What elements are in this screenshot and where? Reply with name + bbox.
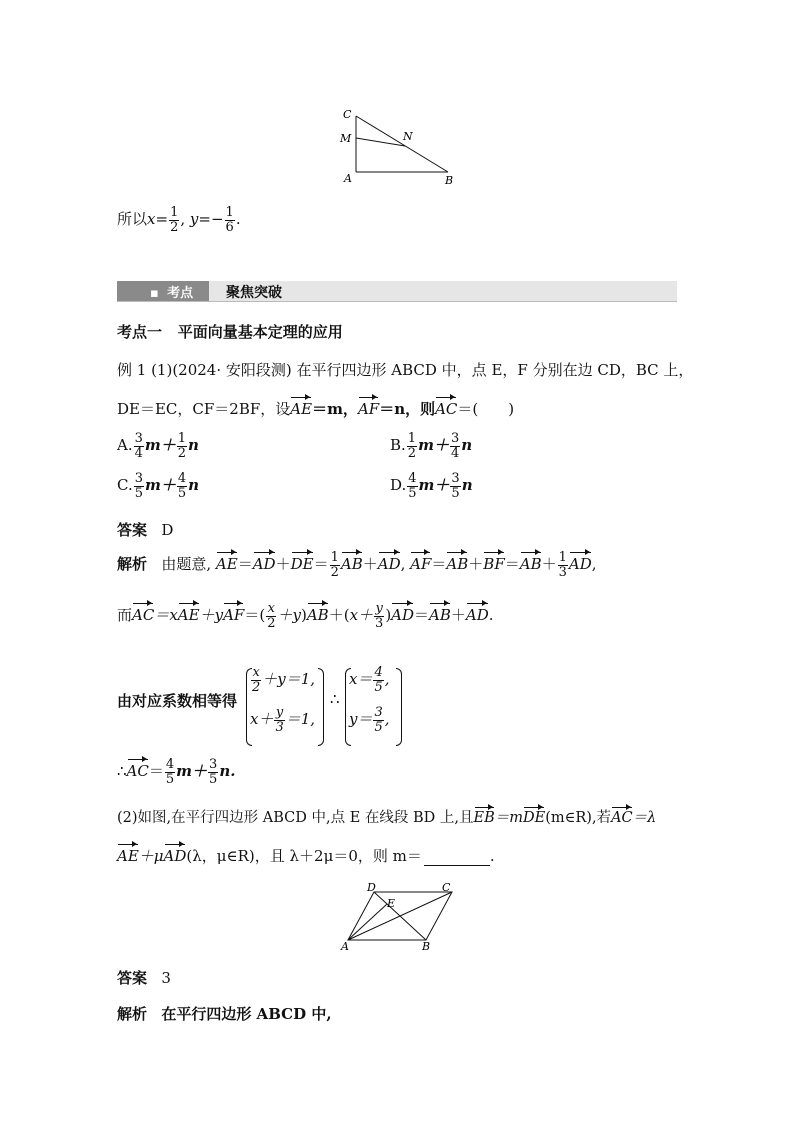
label-c: C (442, 881, 451, 894)
label-a: A (341, 940, 349, 953)
fraction: $\frac{1}{6}$ (225, 205, 234, 235)
example1-analysis-line2: 而AC＝xAE＋yAF＝( $\frac{x}{2}$ ＋y)AB＋(x＋ $\frac{y}{3}$ )AD＝AB＋AD. (117, 601, 494, 631)
example2-question-line2: AE＋μAD(λ，μ∈R)，且 λ＋2μ＝0，则 m＝ . (117, 847, 495, 865)
label-b: B (445, 174, 454, 187)
therefore-symbol: ∴ (330, 690, 340, 708)
label-c: C (343, 108, 352, 121)
example1-answer: 答案 D (117, 521, 174, 539)
label-n: N (403, 130, 413, 143)
example1-analysis-line1: 解析 由题意, AE＝AD＋DE＝ $\frac{1}{2}$ AB＋AD, AF＝AB＋BF＝AB＋ $\frac{1}{3}$ AD, (117, 550, 597, 580)
right-brace (318, 668, 324, 746)
label-d: D (367, 881, 376, 894)
triangle-figure (335, 104, 465, 190)
option-a[interactable]: A. $\frac{3}{4}$ m＋ $\frac{1}{2}$ n (117, 431, 199, 461)
vector: AE (290, 400, 313, 418)
option-c[interactable]: C. $\frac{3}{5}$ m＋ $\frac{4}{5}$ n (117, 471, 200, 501)
label-e: E (387, 897, 396, 910)
system-label: 由对应系数相等得 (117, 692, 238, 710)
vector: AC (435, 400, 458, 418)
example1-question-line2: DE＝EC，CF＝2BF，设AE＝m，AF＝n，则AC＝( ) (117, 400, 515, 418)
answer-blank[interactable] (424, 847, 490, 866)
example2-answer: 答案 3 (117, 969, 171, 987)
label-a: A (344, 172, 352, 185)
bullet-icon: ▪ (150, 286, 159, 301)
topic-heading: 考点一 平面向量基本定理的应用 (117, 323, 343, 341)
example1-conclusion: ∴AC＝ $\frac{4}{5}$ m＋ $\frac{3}{5}$ n. (117, 757, 236, 787)
section-divider (117, 301, 677, 302)
fraction: $\frac{1}{2}$ (170, 205, 179, 235)
vector: AF (357, 400, 380, 418)
example2-question-line1: (2)如图,在平行四边形 ABCD 中,点 E 在线段 BD 上,且EB＝mDE(m∈R),若AC＝λ (117, 810, 657, 826)
label-b: B (422, 940, 431, 953)
system1-eq2: x＋ $\frac{y}{3}$ ＝1, (250, 705, 316, 735)
system1-eq1: $\frac{x}{2}$ ＋y＝1, (252, 665, 316, 695)
right-brace (396, 668, 402, 746)
example2-analysis: 解析 在平行四边形 ABCD 中, (117, 1005, 332, 1023)
option-b[interactable]: B. $\frac{1}{2}$ m＋ $\frac{3}{4}$ n (390, 431, 473, 461)
label-m: M (340, 132, 352, 145)
example1-question-line1: 例 1 (1)(2024· 安阳段测) 在平行四边形 ABCD 中，点 E，F 分别在边 CD，BC 上， (117, 361, 694, 379)
result-line: 所以x= $\frac{1}{2}$ , y=− $\frac{1}{6}$ . (117, 205, 241, 235)
section-title: 聚焦突破 (226, 285, 282, 301)
section-tag: 考点 (167, 286, 194, 301)
option-d[interactable]: D. $\frac{4}{5}$ m＋ $\frac{3}{5}$ n (390, 471, 473, 501)
system2-eq1: x＝ $\frac{4}{5}$ , (349, 665, 390, 695)
system2-eq2: y＝ $\frac{3}{5}$ , (349, 705, 390, 735)
parallelogram-figure (336, 880, 466, 956)
